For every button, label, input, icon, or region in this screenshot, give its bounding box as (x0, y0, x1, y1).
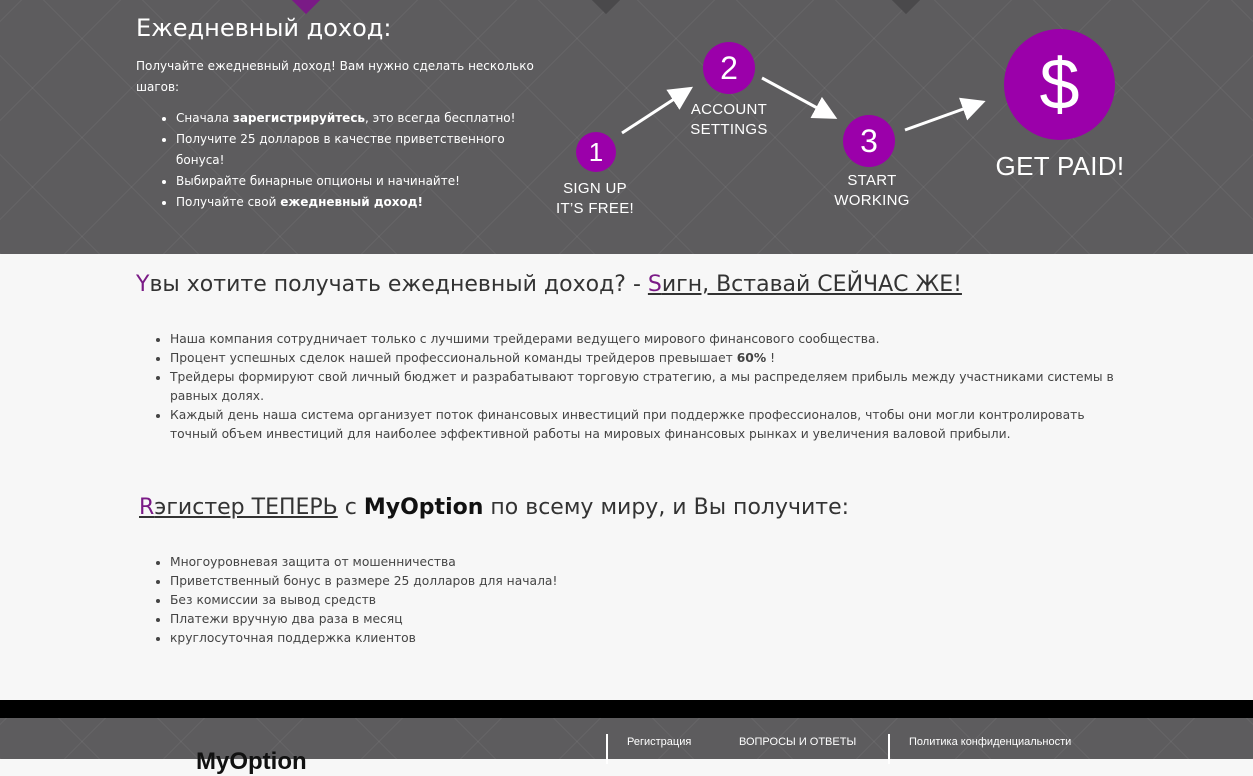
footer-link-privacy[interactable]: Политика конфиденциальности (888, 734, 1071, 764)
step-3-label: START WORKING (834, 172, 910, 209)
hero-title: Ежедневный доход: (136, 14, 392, 42)
list-item: • Получайте свой ежедневный доход! (176, 192, 526, 213)
step-2-circle: 2 (703, 42, 755, 94)
section1-list (136, 330, 1126, 444)
step-3-circle: 3 (843, 115, 895, 167)
dollar-icon: $ (1004, 29, 1115, 140)
footer-link-registration[interactable]: Регистрация (606, 734, 691, 764)
brand-name: MyOption (363, 495, 484, 520)
step-1-circle: 1 (576, 132, 616, 172)
footer (0, 718, 1253, 775)
list-item: • Наша компания сотрудничает только с лучшими трейдерами ведущего мирового финансового сообщества. (170, 330, 1126, 349)
list-item: • Получите 25 долларов в качестве приветственного бонуса! (176, 129, 526, 171)
arrow-icon (905, 103, 980, 130)
list-item: • Сначала зарегистрируйтесь, это всегда бесплатно! (176, 108, 526, 129)
register-now-link[interactable]: Rэгистер ТЕПЕРЬ (139, 495, 338, 520)
section2-title: Rэгистер ТЕПЕРЬ с MyOption по всему миру, и Вы получите: (139, 495, 850, 520)
footer-divider (0, 700, 1253, 718)
list-item: • Без комиссии за вывод средств (170, 591, 836, 610)
step-1-label: SIGN UP IT’S FREE! (555, 180, 634, 217)
footer-link-faq[interactable]: ВОПРОСЫ И ОТВЕТЫ (739, 736, 857, 748)
list-item: • Процент успешных сделок нашей профессиональной команды трейдеров превышает 60% ! (170, 349, 1126, 368)
list-item: • круглосуточная поддержка клиентов (170, 629, 836, 648)
hero-intro: Получайте ежедневный доход! Вам нужно сделать несколько шагов: (136, 59, 534, 94)
hero-banner (0, 0, 1253, 254)
list-item: • Выбирайте бинарные опционы и начинайте! (176, 171, 526, 192)
section2-list (136, 553, 836, 648)
list-item: • Каждый день наша система организует поток финансовых инвестиций при поддержке профессионалов, чтобы они могли контролировать точный объем инвестиций для наиболее эффективной работы на мировых финансовых рынках и увеличения валовой прибыли. (170, 406, 1126, 444)
steps-diagram (0, 0, 1253, 254)
register-link[interactable]: зарегистрируйтесь (232, 111, 366, 125)
list-item: • Платежи вручную два раза в месяц (170, 610, 836, 629)
signup-now-link[interactable]: Sигн, Вставай СЕЙЧАС ЖЕ! (647, 272, 962, 297)
footer-logo[interactable]: MyOption (196, 748, 307, 775)
list-item: • Трейдеры формируют свой личный бюджет и разрабатывают торговую стратегию, а мы распределяем прибыль между участниками системы в равных долях. (170, 368, 1126, 406)
section1-title: Yвы хотите получать ежедневный доход? - Sигн, Вставай СЕЙЧАС ЖЕ! (136, 272, 962, 297)
get-paid-label: GET PAID! (995, 151, 1125, 181)
list-item: • Приветственный бонус в размере 25 долларов для начала! (170, 572, 836, 591)
list-item: • Многоуровневая защита от мошенничества (170, 553, 836, 572)
step-2-label: ACCOUNT SETTINGS (690, 101, 768, 138)
